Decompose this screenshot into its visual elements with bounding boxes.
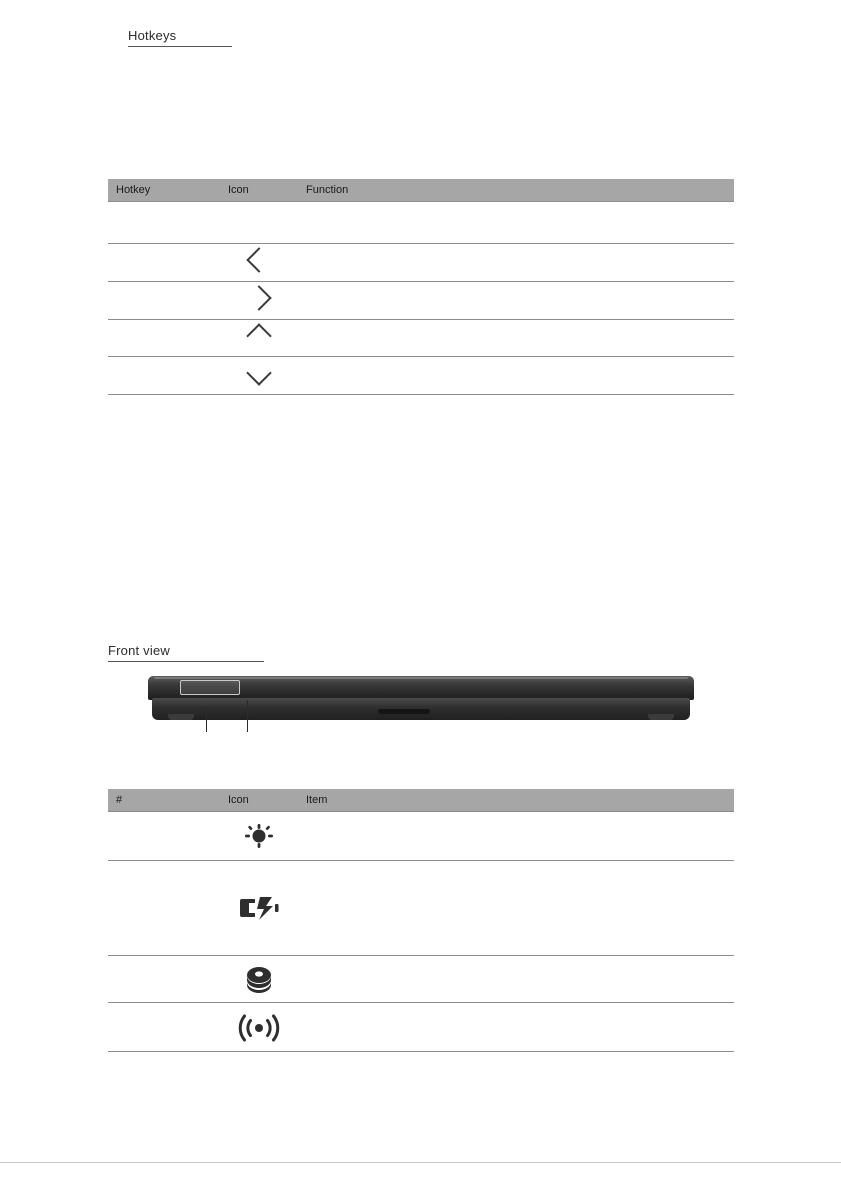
header-hotkey: Hotkey	[108, 179, 220, 202]
cell-icon	[220, 357, 298, 395]
laptop-foot-right	[648, 714, 674, 720]
callout-line-1	[206, 706, 207, 732]
cell-hotkey	[108, 243, 220, 281]
cell-icon	[220, 281, 298, 319]
cell-number	[108, 1003, 220, 1052]
table-header-row	[108, 789, 734, 812]
section-heading-front-view: Front view	[108, 643, 264, 662]
hard-disk-icon	[239, 963, 279, 995]
wireless-signal-icon	[237, 1010, 281, 1044]
cell-description	[298, 319, 734, 357]
cell-hotkey	[108, 357, 220, 395]
laptop-front-view-illustration	[148, 676, 694, 732]
cell-hotkey	[108, 319, 220, 357]
front-view-table	[108, 789, 734, 1052]
cell-description	[298, 243, 734, 281]
cell-icon	[220, 861, 298, 956]
power-indicator-icon	[239, 819, 279, 853]
table-row	[108, 243, 734, 281]
cell-description	[298, 861, 734, 956]
table-row	[108, 281, 734, 319]
cell-icon	[220, 202, 298, 244]
header-item: Item	[298, 789, 734, 812]
header-icon: Icon	[220, 179, 298, 202]
cell-description	[298, 956, 734, 1003]
table-row	[108, 1003, 734, 1052]
cell-description	[298, 1003, 734, 1052]
cell-description	[298, 281, 734, 319]
hotkeys-table	[108, 179, 734, 395]
table-header-row	[108, 179, 734, 202]
chevron-up-icon	[246, 323, 271, 348]
cell-description	[298, 202, 734, 244]
table-row	[108, 357, 734, 395]
laptop-base	[152, 698, 690, 720]
laptop-lid	[148, 676, 694, 700]
battery-charge-icon	[236, 891, 282, 925]
cell-hotkey	[108, 281, 220, 319]
header-number: #	[108, 789, 220, 812]
cell-icon	[220, 812, 298, 861]
header-function: Function	[298, 179, 734, 202]
status-indicator-group	[180, 680, 240, 695]
table-row	[108, 956, 734, 1003]
header-icon: Icon	[220, 789, 298, 812]
section-heading-hotkeys: Hotkeys	[128, 28, 232, 47]
cell-description	[298, 357, 734, 395]
cell-hotkey	[108, 202, 220, 244]
cell-icon	[220, 1003, 298, 1052]
chevron-left-icon	[246, 247, 271, 272]
chevron-right-icon	[246, 285, 271, 310]
table-row	[108, 812, 734, 861]
cell-number	[108, 812, 220, 861]
cell-number	[108, 956, 220, 1003]
cell-number	[108, 861, 220, 956]
footer-divider	[0, 1162, 841, 1163]
table-row	[108, 202, 734, 244]
callout-line-2	[247, 700, 248, 732]
cell-icon	[220, 956, 298, 1003]
cell-description	[298, 812, 734, 861]
cell-icon	[220, 319, 298, 357]
chevron-down-icon	[246, 361, 271, 386]
table-row	[108, 861, 734, 956]
cell-icon	[220, 243, 298, 281]
table-row	[108, 319, 734, 357]
laptop-foot-left	[168, 714, 194, 720]
